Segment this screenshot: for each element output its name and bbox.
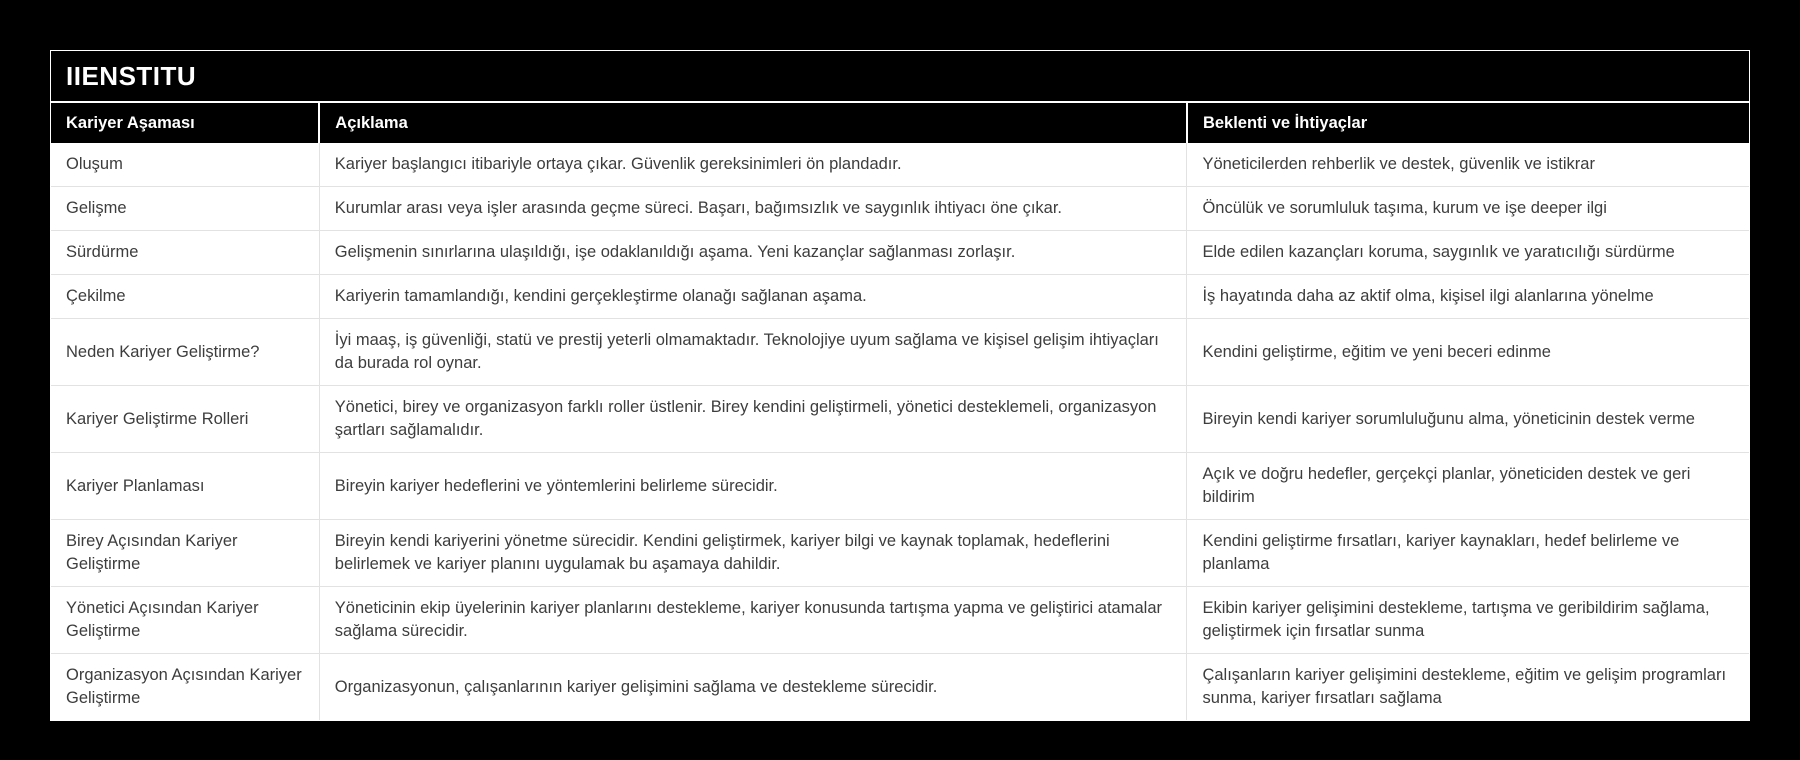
table-row — [51, 231, 1749, 275]
table-row — [51, 654, 1749, 721]
table-header — [51, 103, 1749, 143]
cell-stage: Neden Kariyer Geliştirme? — [51, 319, 319, 386]
table-row — [51, 453, 1749, 520]
cell-description: Yöneticinin ekip üyelerinin kariyer planlarını destekleme, kariyer konusunda tartışma yapma ve geliştirici atamalar sağlama sürecidir. — [319, 587, 1187, 654]
header-row — [51, 103, 1749, 143]
table-row — [51, 275, 1749, 319]
cell-stage: Çekilme — [51, 275, 319, 319]
table-row — [51, 587, 1749, 654]
cell-needs: Kendini geliştirme, eğitim ve yeni beceri edinme — [1187, 319, 1749, 386]
cell-needs: İş hayatında daha az aktif olma, kişisel ilgi alanlarına yönelme — [1187, 275, 1749, 319]
career-table — [51, 103, 1749, 720]
cell-needs: Bireyin kendi kariyer sorumluluğunu alma, yöneticinin destek verme — [1187, 386, 1749, 453]
cell-needs: Elde edilen kazançları koruma, saygınlık ve yaratıcılığı sürdürme — [1187, 231, 1749, 275]
cell-needs: Ekibin kariyer gelişimini destekleme, tartışma ve geribildirim sağlama, geliştirmek için fırsatlar sunma — [1187, 587, 1749, 654]
table-row — [51, 187, 1749, 231]
cell-stage: Oluşum — [51, 143, 319, 187]
cell-description: Kariyer başlangıcı itibariyle ortaya çıkar. Güvenlik gereksinimleri ön plandadır. — [319, 143, 1187, 187]
column-header-needs: Beklenti ve İhtiyaçlar — [1187, 103, 1749, 143]
cell-description: Bireyin kariyer hedeflerini ve yöntemlerini belirleme sürecidir. — [319, 453, 1187, 520]
page-title: IIENSTITU — [66, 60, 197, 91]
cell-needs: Çalışanların kariyer gelişimini destekleme, eğitim ve gelişim programları sunma, kariyer fırsatları sağlama — [1187, 654, 1749, 721]
table-body — [51, 143, 1749, 720]
table-row — [51, 386, 1749, 453]
cell-stage: Kariyer Geliştirme Rolleri — [51, 386, 319, 453]
cell-description: Kurumlar arası veya işler arasında geçme süreci. Başarı, bağımsızlık ve saygınlık ihtiyacı öne çıkar. — [319, 187, 1187, 231]
cell-description: İyi maaş, iş güvenliği, statü ve prestij yeterli olmamaktadır. Teknolojiye uyum sağlama ve kişisel gelişim ihtiyaçları da burada rol oynar. — [319, 319, 1187, 386]
cell-needs: Yöneticilerden rehberlik ve destek, güvenlik ve istikrar — [1187, 143, 1749, 187]
cell-description: Yönetici, birey ve organizasyon farklı roller üstlenir. Birey kendini geliştirmeli, yönetici desteklemeli, organizasyon şartları sağlamalıdır. — [319, 386, 1187, 453]
cell-stage: Sürdürme — [51, 231, 319, 275]
cell-description: Kariyerin tamamlandığı, kendini gerçekleştirme olanağı sağlanan aşama. — [319, 275, 1187, 319]
cell-needs: Açık ve doğru hedefler, gerçekçi planlar, yöneticiden destek ve geri bildirim — [1187, 453, 1749, 520]
cell-stage: Yönetici Açısından Kariyer Geliştirme — [51, 587, 319, 654]
cell-description: Gelişmenin sınırlarına ulaşıldığı, işe odaklanıldığı aşama. Yeni kazançlar sağlanması zorlaşır. — [319, 231, 1187, 275]
cell-needs: Öncülük ve sorumluluk taşıma, kurum ve işe deeper ilgi — [1187, 187, 1749, 231]
cell-stage: Kariyer Planlaması — [51, 453, 319, 520]
table-row — [51, 319, 1749, 386]
cell-description: Organizasyonun, çalışanlarının kariyer gelişimini sağlama ve destekleme sürecidir. — [319, 654, 1187, 721]
cell-needs: Kendini geliştirme fırsatları, kariyer kaynakları, hedef belirleme ve planlama — [1187, 520, 1749, 587]
column-header-stage: Kariyer Aşaması — [51, 103, 319, 143]
cell-description: Bireyin kendi kariyerini yönetme sürecidir. Kendini geliştirmek, kariyer bilgi ve kaynak toplamak, hedeflerini belirlemek ve kariyer planını uygulamak bu aşamaya dahildir. — [319, 520, 1187, 587]
cell-stage: Organizasyon Açısından Kariyer Geliştirme — [51, 654, 319, 721]
table-row — [51, 143, 1749, 187]
cell-stage: Birey Açısından Kariyer Geliştirme — [51, 520, 319, 587]
cell-stage: Gelişme — [51, 187, 319, 231]
table-card — [50, 50, 1750, 721]
title-bar — [51, 51, 1749, 103]
table-row — [51, 520, 1749, 587]
column-header-description: Açıklama — [319, 103, 1187, 143]
